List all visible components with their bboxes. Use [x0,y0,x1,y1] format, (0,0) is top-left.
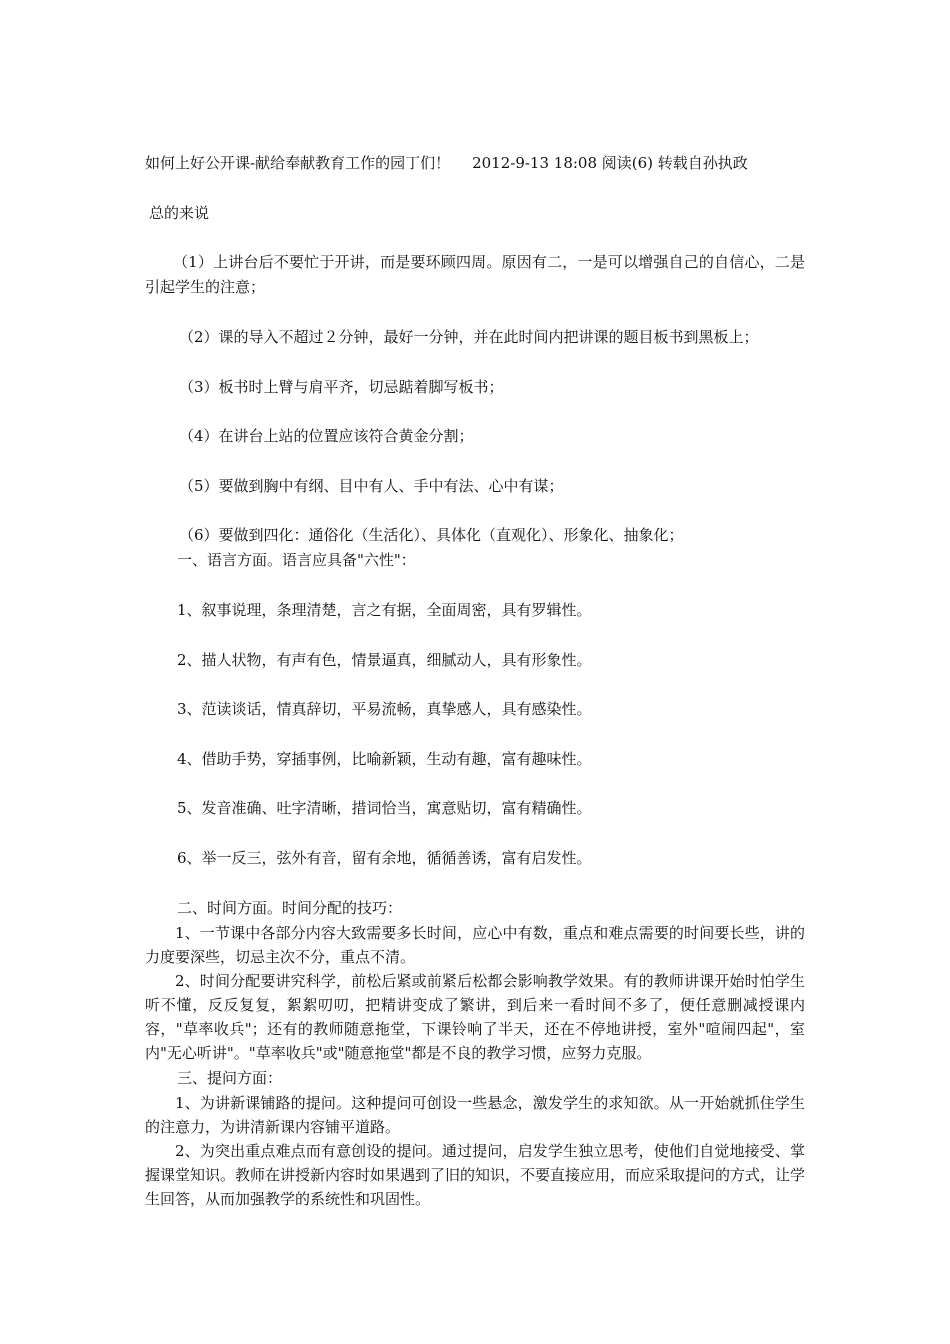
language-item: 6、举一反三，弦外有音，留有余地，循循善诱，富有启发性。 [177,849,592,867]
intro-item: （3）板书时上臂与肩平齐，切忌踮着脚写板书； [179,378,504,396]
intro-item: （1）上讲台后不要忙于开讲，而是要环顾四周。原因有二，一是可以增强自己的自信心，二是引起学生的注意； [145,253,805,296]
intro-item: （6）要做到四化：通俗化（生活化）、具体化（直观化）、形象化、抽象化； [179,526,684,544]
language-item: 2、描人状物，有声有色，情景逼真，细腻动人，具有形象性。 [177,651,592,669]
section-heading-language: 一、语言方面。语言应具备"六性"： [177,551,416,569]
summary-heading: 总的来说 [149,204,210,222]
time-item: 2、时间分配要讲究科学，前松后紧或前紧后松都会影响教学效果。有的教师讲课开始时怕学生听不懂，反反复复，絮絮叨叨，把精讲变成了繁讲，到后来一看时间不多了，便任意删减授课内容，"草率收兵"；还有的教师随意拖堂，下课铃响了半天，还在不停地讲授，室外"喧闹四起"，室内"无心听讲"。"草率收兵"或"随意拖堂"都是不良的教学习惯，应努力克服。 [145,972,805,1062]
intro-item: （5）要做到胸中有纲、目中有人、手中有法、心中有谋； [179,477,564,495]
article-title-line [145,152,810,174]
questions-item: 1、为讲新课铺路的提问。这种提问可创设一些悬念，激发学生的求知欲。从一开始就抓住学生的注意力，为讲清新课内容铺平道路。 [145,1094,805,1136]
language-item: 4、借助手势，穿插事例，比喻新颖，生动有趣，富有趣味性。 [177,750,592,768]
article-title: 如何上好公开课-献给奉献教育工作的园丁们！ [145,154,451,172]
language-item: 5、发音准确、吐字清晰，措词恰当，寓意贴切，富有精确性。 [177,799,592,817]
questions-item: 2、为突出重点难点而有意创设的提问。通过提问，启发学生独立思考，使他们自觉地接受、掌握课堂知识。教师在讲授新内容时如果遇到了旧的知识，不要直接应用，而应采取提问的方式，让学生回答，从而加强教学的系统性和巩固性。 [145,1142,806,1208]
language-item: 1、叙事说理，条理清楚，言之有据，全面周密，具有罗辑性。 [177,601,592,619]
language-item: 3、范读谈话，情真辞切，平易流畅，真挚感人，具有感染性。 [177,700,592,718]
section-heading-questions: 三、提问方面： [177,1069,283,1087]
intro-item: （4）在讲台上站的位置应该符合黄金分割； [179,427,474,445]
article-meta: 2012-9-13 18:08 阅读(6) 转载自孙执政 [472,154,748,172]
intro-item: （2）课的导入不超过２分钟，最好一分钟，并在此时间内把讲课的题目板书到黑板上； [179,328,759,346]
section-heading-time: 二、时间方面。时间分配的技巧： [177,899,403,917]
time-item: 1、一节课中各部分内容大致需要多长时间，应心中有数，重点和难点需要的时间要长些，讲的力度要深些，切忌主次不分，重点不清。 [145,924,805,966]
